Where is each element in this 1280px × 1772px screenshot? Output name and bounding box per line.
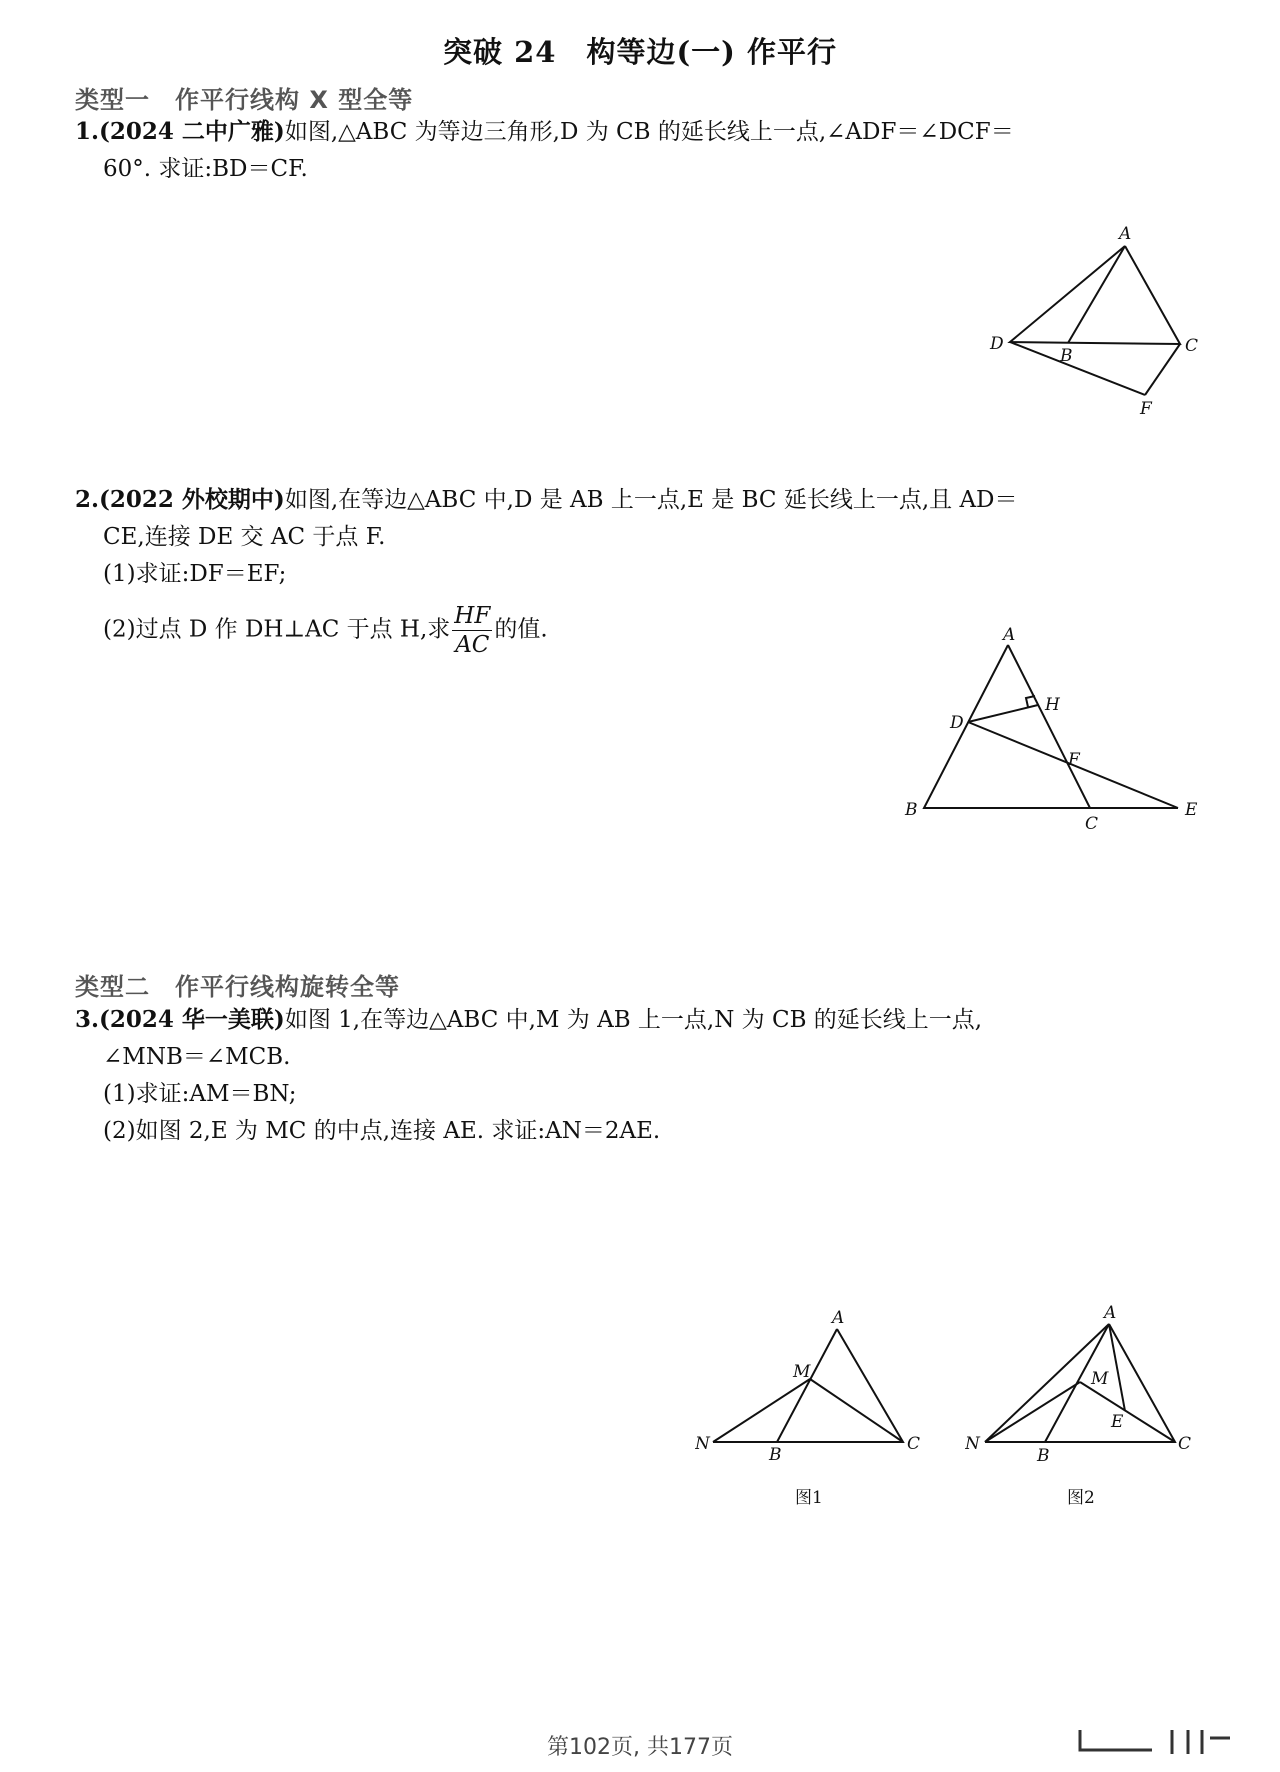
problem-number: 3. [75, 1006, 100, 1033]
label-a: A [832, 1308, 845, 1328]
label-a: A [1119, 224, 1132, 244]
label-a: A [1104, 1303, 1117, 1323]
problem-3-part-1: (1)求证:AM＝BN; [103, 1081, 297, 1107]
label-e: E [1185, 800, 1198, 820]
problem-text: 如图,△ABC 为等边三角形,D 为 CB 的延长线上一点,∠ADF＝∠DCF＝ [284, 119, 1014, 145]
segment-df [1010, 342, 1145, 395]
section-heading-1: 类型一 作平行线构 X 型全等 [75, 86, 414, 114]
problem-2-part-2-text: (2)过点 D 作 DH⊥AC 于点 H,求 [103, 616, 451, 643]
segment-ab [1068, 246, 1125, 343]
problem-number: 2. [75, 486, 100, 513]
label-d: D [950, 713, 964, 733]
toolbar-decoration-icon [1060, 1728, 1260, 1758]
label-m: M [793, 1362, 811, 1382]
label-c: C [1185, 336, 1199, 356]
problem-source: (2022 外校期中) [99, 486, 285, 513]
problem-2-part-2-end: 的值. [494, 616, 548, 643]
section-heading-2: 类型二 作平行线构旋转全等 [75, 973, 400, 1001]
figure-caption-2: 图2 [1067, 1488, 1095, 1508]
problem-3-line-2: ∠MNB＝∠MCB. [103, 1044, 291, 1070]
label-c: C [907, 1434, 921, 1454]
problem-source: (2024 华一美联) [99, 1006, 285, 1033]
segment-dh [968, 705, 1038, 722]
problem-source: (2024 二中广雅) [99, 118, 285, 145]
figure-problem-1 [980, 220, 1200, 420]
figure-problem-2 [900, 625, 1220, 835]
label-d: D [990, 334, 1004, 354]
problem-2-line-1 [75, 483, 1018, 517]
fraction-hf-ac [452, 602, 492, 659]
label-e: E [1111, 1412, 1124, 1432]
fraction-denominator: AC [455, 632, 490, 658]
segment-cf [1145, 344, 1180, 395]
triangle-abc [1045, 1324, 1175, 1442]
page-title: 突破 24 构等边(一) 作平行 [443, 35, 837, 69]
label-a: A [1003, 625, 1016, 645]
label-b: B [1037, 1446, 1050, 1466]
page-footer: 第102页, 共177页 [547, 1735, 733, 1760]
label-b: B [905, 800, 918, 820]
figure-problem-3-2 [965, 1300, 1205, 1470]
problem-text: 如图,在等边△ABC 中,D 是 AB 上一点,E 是 BC 延长线上一点,且 AD＝ [284, 487, 1018, 513]
label-c: C [1178, 1434, 1192, 1454]
problem-2-part-1: (1)求证:DF＝EF; [103, 561, 287, 587]
label-h: H [1045, 695, 1060, 715]
figure-caption-1: 图1 [795, 1488, 823, 1508]
problem-text: 如图 1,在等边△ABC 中,M 为 AB 上一点,N 为 CB 的延长线上一点, [284, 1007, 983, 1033]
problem-1-line-2: 60°. 求证:BD＝CF. [103, 156, 308, 182]
problem-2-part-2 [103, 602, 548, 659]
segment-mc [810, 1379, 903, 1442]
triangle-abc [777, 1329, 903, 1442]
triangle-abc [924, 645, 1090, 808]
label-b: B [1060, 346, 1073, 366]
segment-mc [1080, 1382, 1175, 1442]
segment-nm [985, 1382, 1080, 1442]
triangle-adc [1010, 246, 1180, 344]
label-f: F [1068, 750, 1080, 770]
segment-nm [713, 1379, 810, 1442]
label-f: F [1140, 399, 1152, 419]
label-b: B [769, 1445, 782, 1465]
bracket-mark-icon [1080, 1730, 1152, 1750]
problem-number: 1. [75, 118, 100, 145]
label-n: N [965, 1434, 980, 1454]
problem-3-part-2: (2)如图 2,E 为 MC 的中点,连接 AE. 求证:AN＝2AE. [103, 1118, 661, 1144]
label-m: M [1091, 1369, 1109, 1389]
figure-problem-3-1 [695, 1305, 935, 1465]
fraction-numerator: HF [454, 603, 491, 629]
problem-1-line-1 [75, 115, 1014, 149]
problem-3-line-1 [75, 1003, 982, 1037]
problem-2-line-2: CE,连接 DE 交 AC 于点 F. [103, 524, 386, 550]
label-c: C [1085, 814, 1099, 834]
label-n: N [695, 1434, 710, 1454]
